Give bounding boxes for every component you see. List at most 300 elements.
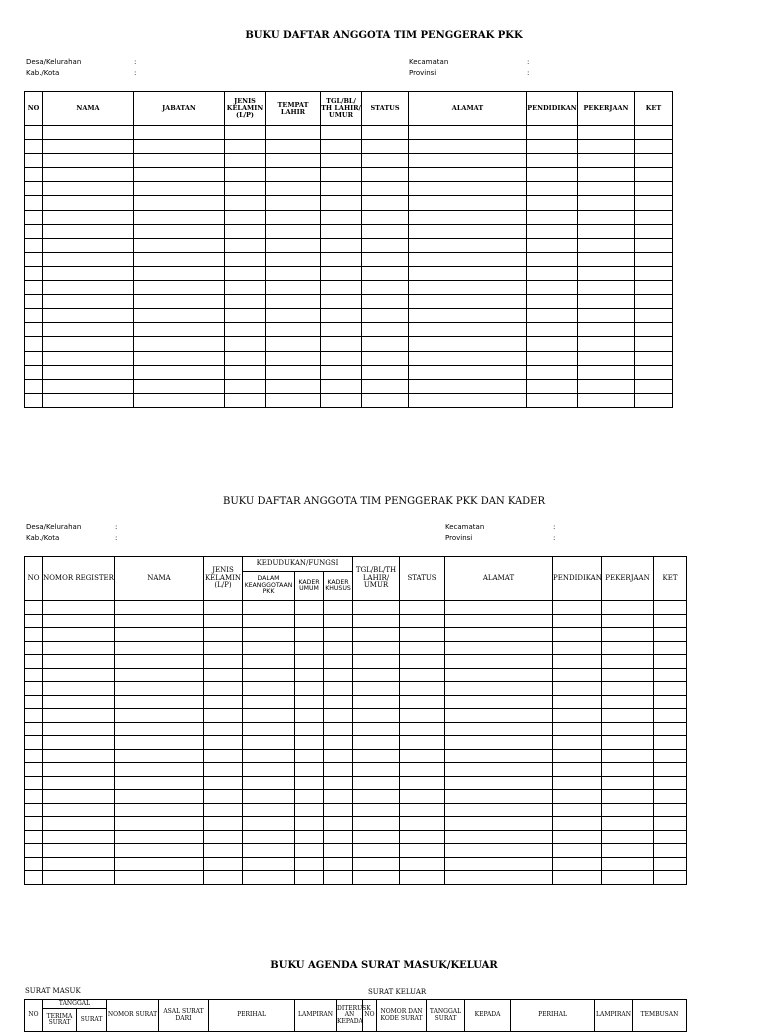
table-cell[interactable] <box>324 803 353 817</box>
table-cell[interactable] <box>225 238 266 252</box>
table-cell[interactable] <box>553 871 602 885</box>
table-cell[interactable] <box>527 126 578 140</box>
table-cell[interactable] <box>409 365 527 379</box>
table-cell[interactable] <box>115 709 204 723</box>
table-cell[interactable] <box>324 830 353 844</box>
table-cell[interactable] <box>321 238 362 252</box>
table-cell[interactable] <box>409 295 527 309</box>
table-cell[interactable] <box>43 776 115 790</box>
table-cell[interactable] <box>445 695 553 709</box>
table-cell[interactable] <box>115 763 204 777</box>
table-cell[interactable] <box>321 309 362 323</box>
table-cell[interactable] <box>115 655 204 669</box>
table-cell[interactable] <box>635 351 673 365</box>
table-cell[interactable] <box>654 817 687 831</box>
table-cell[interactable] <box>204 749 243 763</box>
table-cell[interactable] <box>353 682 400 696</box>
table-cell[interactable] <box>527 323 578 337</box>
table-cell[interactable] <box>225 140 266 154</box>
table-cell[interactable] <box>409 126 527 140</box>
table-cell[interactable] <box>25 238 43 252</box>
table-cell[interactable] <box>553 749 602 763</box>
table-cell[interactable] <box>362 252 409 266</box>
table-cell[interactable] <box>204 641 243 655</box>
table-cell[interactable] <box>266 365 321 379</box>
table-cell[interactable] <box>115 601 204 615</box>
table-cell[interactable] <box>243 628 295 642</box>
table-cell[interactable] <box>602 722 654 736</box>
table-cell[interactable] <box>43 668 115 682</box>
table-cell[interactable] <box>204 790 243 804</box>
table-cell[interactable] <box>602 871 654 885</box>
table-cell[interactable] <box>602 641 654 655</box>
table-cell[interactable] <box>266 182 321 196</box>
table-cell[interactable] <box>134 224 225 238</box>
table-cell[interactable] <box>602 844 654 858</box>
table-cell[interactable] <box>25 736 43 750</box>
table-cell[interactable] <box>295 668 324 682</box>
table-cell[interactable] <box>635 224 673 238</box>
table-cell[interactable] <box>553 736 602 750</box>
table-cell[interactable] <box>362 393 409 407</box>
table-cell[interactable] <box>43 140 134 154</box>
table-cell[interactable] <box>243 749 295 763</box>
table-cell[interactable] <box>225 266 266 280</box>
table-cell[interactable] <box>134 210 225 224</box>
table-cell[interactable] <box>225 351 266 365</box>
table-cell[interactable] <box>527 365 578 379</box>
table-cell[interactable] <box>43 182 134 196</box>
table-cell[interactable] <box>321 323 362 337</box>
table-cell[interactable] <box>527 168 578 182</box>
table-cell[interactable] <box>400 736 445 750</box>
table-cell[interactable] <box>43 351 134 365</box>
table-cell[interactable] <box>353 749 400 763</box>
table-cell[interactable] <box>295 614 324 628</box>
table-cell[interactable] <box>43 803 115 817</box>
table-cell[interactable] <box>115 682 204 696</box>
table-cell[interactable] <box>43 736 115 750</box>
table-cell[interactable] <box>43 628 115 642</box>
table-cell[interactable] <box>409 182 527 196</box>
table-cell[interactable] <box>25 641 43 655</box>
table-cell[interactable] <box>578 323 635 337</box>
table-cell[interactable] <box>527 210 578 224</box>
table-cell[interactable] <box>553 614 602 628</box>
table-cell[interactable] <box>295 749 324 763</box>
table-cell[interactable] <box>115 736 204 750</box>
table-cell[interactable] <box>25 309 43 323</box>
table-cell[interactable] <box>134 126 225 140</box>
table-cell[interactable] <box>324 844 353 858</box>
table-cell[interactable] <box>43 857 115 871</box>
table-cell[interactable] <box>362 281 409 295</box>
table-cell[interactable] <box>400 628 445 642</box>
table-cell[interactable] <box>654 790 687 804</box>
table-cell[interactable] <box>635 182 673 196</box>
table-cell[interactable] <box>25 695 43 709</box>
table-cell[interactable] <box>25 749 43 763</box>
table-cell[interactable] <box>553 601 602 615</box>
table-cell[interactable] <box>266 309 321 323</box>
table-cell[interactable] <box>409 281 527 295</box>
table-cell[interactable] <box>324 857 353 871</box>
table-cell[interactable] <box>43 790 115 804</box>
table-cell[interactable] <box>25 857 43 871</box>
table-cell[interactable] <box>409 238 527 252</box>
table-cell[interactable] <box>43 323 134 337</box>
table-cell[interactable] <box>25 871 43 885</box>
table-cell[interactable] <box>654 601 687 615</box>
table-cell[interactable] <box>654 614 687 628</box>
table-cell[interactable] <box>25 210 43 224</box>
table-cell[interactable] <box>25 252 43 266</box>
table-cell[interactable] <box>43 379 134 393</box>
table-cell[interactable] <box>321 196 362 210</box>
table-cell[interactable] <box>25 803 43 817</box>
table-cell[interactable] <box>445 641 553 655</box>
table-cell[interactable] <box>43 614 115 628</box>
table-cell[interactable] <box>321 210 362 224</box>
table-cell[interactable] <box>25 668 43 682</box>
table-cell[interactable] <box>654 736 687 750</box>
table-cell[interactable] <box>409 140 527 154</box>
table-cell[interactable] <box>134 266 225 280</box>
table-cell[interactable] <box>321 337 362 351</box>
table-cell[interactable] <box>353 668 400 682</box>
table-cell[interactable] <box>602 817 654 831</box>
table-cell[interactable] <box>225 393 266 407</box>
table-cell[interactable] <box>409 196 527 210</box>
table-cell[interactable] <box>43 641 115 655</box>
table-cell[interactable] <box>445 736 553 750</box>
table-cell[interactable] <box>225 365 266 379</box>
table-cell[interactable] <box>266 196 321 210</box>
table-cell[interactable] <box>400 763 445 777</box>
table-cell[interactable] <box>578 210 635 224</box>
table-cell[interactable] <box>527 238 578 252</box>
table-cell[interactable] <box>43 309 134 323</box>
table-cell[interactable] <box>266 295 321 309</box>
table-cell[interactable] <box>115 803 204 817</box>
table-cell[interactable] <box>204 871 243 885</box>
table-cell[interactable] <box>578 281 635 295</box>
table-cell[interactable] <box>578 154 635 168</box>
table-cell[interactable] <box>602 655 654 669</box>
table-cell[interactable] <box>243 776 295 790</box>
table-cell[interactable] <box>266 126 321 140</box>
table-cell[interactable] <box>321 140 362 154</box>
table-cell[interactable] <box>353 722 400 736</box>
table-cell[interactable] <box>445 803 553 817</box>
table-cell[interactable] <box>295 817 324 831</box>
table-cell[interactable] <box>654 709 687 723</box>
table-cell[interactable] <box>409 252 527 266</box>
table-cell[interactable] <box>353 763 400 777</box>
table-cell[interactable] <box>445 682 553 696</box>
table-cell[interactable] <box>295 695 324 709</box>
table-cell[interactable] <box>602 614 654 628</box>
table-cell[interactable] <box>362 266 409 280</box>
table-cell[interactable] <box>602 790 654 804</box>
table-cell[interactable] <box>445 844 553 858</box>
table-cell[interactable] <box>527 351 578 365</box>
table-cell[interactable] <box>25 844 43 858</box>
table-cell[interactable] <box>243 844 295 858</box>
table-cell[interactable] <box>25 140 43 154</box>
table-cell[interactable] <box>204 668 243 682</box>
table-cell[interactable] <box>204 817 243 831</box>
table-cell[interactable] <box>321 351 362 365</box>
table-cell[interactable] <box>553 844 602 858</box>
table-cell[interactable] <box>400 601 445 615</box>
table-cell[interactable] <box>324 776 353 790</box>
table-cell[interactable] <box>243 682 295 696</box>
table-cell[interactable] <box>635 379 673 393</box>
table-cell[interactable] <box>527 295 578 309</box>
table-cell[interactable] <box>353 790 400 804</box>
table-cell[interactable] <box>204 614 243 628</box>
table-cell[interactable] <box>25 601 43 615</box>
table-cell[interactable] <box>400 668 445 682</box>
table-cell[interactable] <box>25 817 43 831</box>
table-cell[interactable] <box>324 614 353 628</box>
table-cell[interactable] <box>295 655 324 669</box>
table-cell[interactable] <box>266 140 321 154</box>
table-cell[interactable] <box>602 776 654 790</box>
table-cell[interactable] <box>635 140 673 154</box>
table-cell[interactable] <box>409 309 527 323</box>
table-cell[interactable] <box>134 323 225 337</box>
table-cell[interactable] <box>445 628 553 642</box>
table-cell[interactable] <box>362 224 409 238</box>
table-cell[interactable] <box>243 641 295 655</box>
table-cell[interactable] <box>353 709 400 723</box>
table-cell[interactable] <box>321 154 362 168</box>
table-cell[interactable] <box>527 182 578 196</box>
table-cell[interactable] <box>321 182 362 196</box>
table-cell[interactable] <box>266 281 321 295</box>
table-cell[interactable] <box>43 695 115 709</box>
table-cell[interactable] <box>243 830 295 844</box>
table-cell[interactable] <box>409 379 527 393</box>
table-cell[interactable] <box>445 709 553 723</box>
table-cell[interactable] <box>578 140 635 154</box>
table-cell[interactable] <box>243 722 295 736</box>
table-cell[interactable] <box>353 803 400 817</box>
table-cell[interactable] <box>225 337 266 351</box>
table-cell[interactable] <box>602 628 654 642</box>
table-cell[interactable] <box>25 365 43 379</box>
table-cell[interactable] <box>43 844 115 858</box>
table-cell[interactable] <box>553 709 602 723</box>
table-cell[interactable] <box>43 295 134 309</box>
table-cell[interactable] <box>578 266 635 280</box>
table-cell[interactable] <box>635 281 673 295</box>
table-cell[interactable] <box>321 393 362 407</box>
table-cell[interactable] <box>204 722 243 736</box>
table-cell[interactable] <box>225 154 266 168</box>
table-cell[interactable] <box>204 776 243 790</box>
table-cell[interactable] <box>445 776 553 790</box>
table-cell[interactable] <box>266 238 321 252</box>
table-cell[interactable] <box>204 736 243 750</box>
table-cell[interactable] <box>553 722 602 736</box>
table-cell[interactable] <box>400 790 445 804</box>
table-cell[interactable] <box>25 709 43 723</box>
table-cell[interactable] <box>400 614 445 628</box>
table-cell[interactable] <box>25 790 43 804</box>
table-cell[interactable] <box>362 309 409 323</box>
table-cell[interactable] <box>43 830 115 844</box>
table-cell[interactable] <box>324 763 353 777</box>
table-cell[interactable] <box>25 168 43 182</box>
table-cell[interactable] <box>43 655 115 669</box>
table-cell[interactable] <box>445 655 553 669</box>
table-cell[interactable] <box>553 776 602 790</box>
table-cell[interactable] <box>25 224 43 238</box>
table-cell[interactable] <box>324 641 353 655</box>
table-cell[interactable] <box>43 266 134 280</box>
table-cell[interactable] <box>225 252 266 266</box>
table-cell[interactable] <box>353 871 400 885</box>
table-cell[interactable] <box>578 365 635 379</box>
table-cell[interactable] <box>635 238 673 252</box>
table-cell[interactable] <box>578 252 635 266</box>
table-cell[interactable] <box>115 790 204 804</box>
table-cell[interactable] <box>353 776 400 790</box>
table-cell[interactable] <box>527 252 578 266</box>
table-cell[interactable] <box>553 817 602 831</box>
table-cell[interactable] <box>43 393 134 407</box>
table-cell[interactable] <box>445 790 553 804</box>
table-cell[interactable] <box>400 844 445 858</box>
table-cell[interactable] <box>445 722 553 736</box>
table-cell[interactable] <box>353 695 400 709</box>
table-cell[interactable] <box>225 224 266 238</box>
table-cell[interactable] <box>578 351 635 365</box>
table-cell[interactable] <box>134 140 225 154</box>
table-cell[interactable] <box>243 803 295 817</box>
table-cell[interactable] <box>578 224 635 238</box>
table-cell[interactable] <box>635 309 673 323</box>
table-cell[interactable] <box>445 830 553 844</box>
table-cell[interactable] <box>115 749 204 763</box>
table-cell[interactable] <box>25 722 43 736</box>
table-cell[interactable] <box>43 238 134 252</box>
table-cell[interactable] <box>243 695 295 709</box>
table-cell[interactable] <box>134 309 225 323</box>
table-cell[interactable] <box>409 266 527 280</box>
table-cell[interactable] <box>134 365 225 379</box>
table-cell[interactable] <box>204 601 243 615</box>
table-cell[interactable] <box>409 168 527 182</box>
table-cell[interactable] <box>266 393 321 407</box>
table-cell[interactable] <box>266 379 321 393</box>
table-cell[interactable] <box>115 844 204 858</box>
table-cell[interactable] <box>602 857 654 871</box>
table-cell[interactable] <box>553 641 602 655</box>
table-cell[interactable] <box>225 210 266 224</box>
table-cell[interactable] <box>445 601 553 615</box>
table-cell[interactable] <box>295 844 324 858</box>
table-cell[interactable] <box>134 351 225 365</box>
table-cell[interactable] <box>266 337 321 351</box>
table-cell[interactable] <box>324 817 353 831</box>
table-cell[interactable] <box>527 224 578 238</box>
table-cell[interactable] <box>243 614 295 628</box>
table-cell[interactable] <box>243 871 295 885</box>
table-cell[interactable] <box>362 182 409 196</box>
table-cell[interactable] <box>362 196 409 210</box>
table-cell[interactable] <box>225 295 266 309</box>
table-cell[interactable] <box>362 351 409 365</box>
table-cell[interactable] <box>134 295 225 309</box>
table-cell[interactable] <box>409 323 527 337</box>
table-cell[interactable] <box>578 196 635 210</box>
table-cell[interactable] <box>295 776 324 790</box>
table-cell[interactable] <box>353 614 400 628</box>
table-cell[interactable] <box>635 266 673 280</box>
table-cell[interactable] <box>266 351 321 365</box>
table-cell[interactable] <box>321 126 362 140</box>
table-cell[interactable] <box>295 641 324 655</box>
table-cell[interactable] <box>25 295 43 309</box>
table-cell[interactable] <box>400 776 445 790</box>
table-cell[interactable] <box>553 668 602 682</box>
table-cell[interactable] <box>321 295 362 309</box>
table-cell[interactable] <box>578 337 635 351</box>
table-cell[interactable] <box>115 817 204 831</box>
table-cell[interactable] <box>400 709 445 723</box>
table-cell[interactable] <box>654 830 687 844</box>
table-cell[interactable] <box>527 140 578 154</box>
table-cell[interactable] <box>445 763 553 777</box>
table-cell[interactable] <box>602 830 654 844</box>
table-cell[interactable] <box>266 224 321 238</box>
table-cell[interactable] <box>115 641 204 655</box>
table-cell[interactable] <box>43 709 115 723</box>
table-cell[interactable] <box>134 379 225 393</box>
table-cell[interactable] <box>225 126 266 140</box>
table-cell[interactable] <box>445 817 553 831</box>
table-cell[interactable] <box>43 168 134 182</box>
table-cell[interactable] <box>243 709 295 723</box>
table-cell[interactable] <box>204 763 243 777</box>
table-cell[interactable] <box>43 154 134 168</box>
table-cell[interactable] <box>43 337 134 351</box>
table-cell[interactable] <box>115 695 204 709</box>
table-cell[interactable] <box>578 238 635 252</box>
table-cell[interactable] <box>353 641 400 655</box>
table-cell[interactable] <box>204 830 243 844</box>
table-cell[interactable] <box>321 379 362 393</box>
table-cell[interactable] <box>324 655 353 669</box>
table-cell[interactable] <box>243 857 295 871</box>
table-cell[interactable] <box>25 281 43 295</box>
table-cell[interactable] <box>25 614 43 628</box>
table-cell[interactable] <box>134 337 225 351</box>
table-cell[interactable] <box>25 266 43 280</box>
table-cell[interactable] <box>400 830 445 844</box>
table-cell[interactable] <box>295 803 324 817</box>
table-cell[interactable] <box>553 763 602 777</box>
table-cell[interactable] <box>43 126 134 140</box>
table-cell[interactable] <box>25 182 43 196</box>
table-cell[interactable] <box>654 722 687 736</box>
table-cell[interactable] <box>25 655 43 669</box>
table-cell[interactable] <box>115 722 204 736</box>
